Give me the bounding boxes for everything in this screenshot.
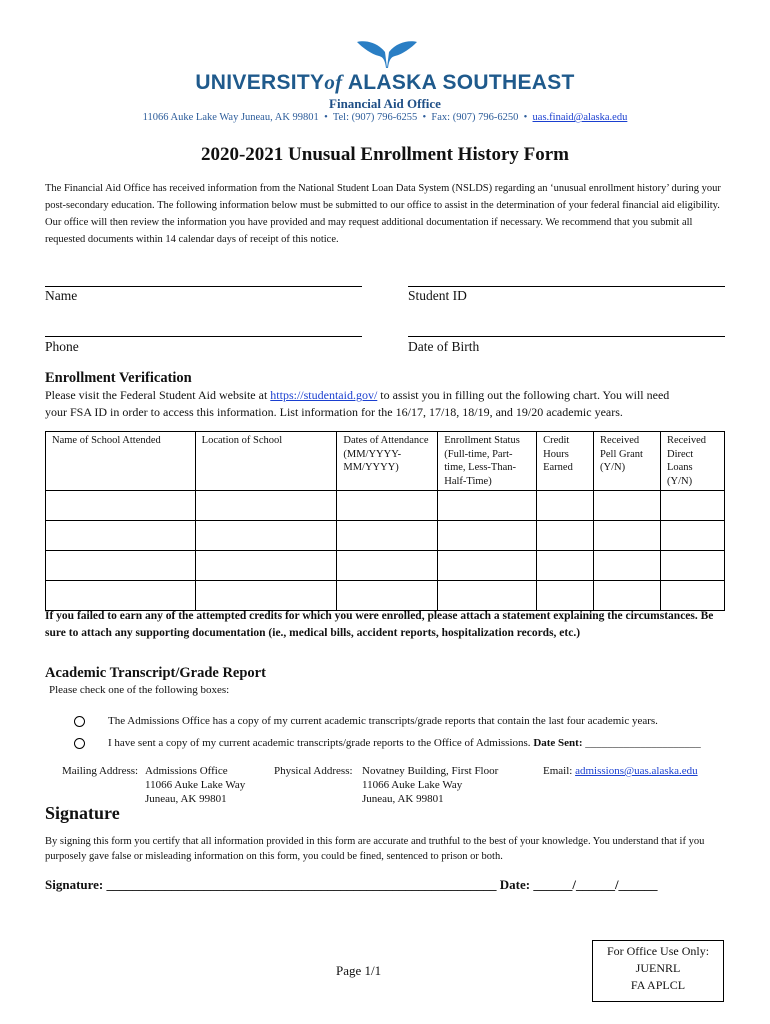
- physical-address-label: Physical Address:: [274, 765, 353, 777]
- option2-label: I have sent a copy of my current academic transcripts/grade reports to the Office of Admissions. Date Sent: _____________________: [108, 737, 701, 749]
- table-cell[interactable]: [594, 551, 661, 581]
- table-cell[interactable]: [46, 581, 196, 611]
- table-cell[interactable]: [594, 491, 661, 521]
- date-sent-blank[interactable]: _____________________: [585, 737, 701, 749]
- col-school-name: Name of School Attended: [46, 432, 196, 491]
- dob-label: Date of Birth: [408, 339, 480, 354]
- enrollment-heading: Enrollment Verification: [45, 370, 192, 386]
- table-cell[interactable]: [195, 491, 337, 521]
- option2-radio[interactable]: [74, 738, 85, 749]
- admissions-email-link[interactable]: admissions@uas.alaska.edu: [575, 765, 698, 777]
- table-cell[interactable]: [337, 581, 438, 611]
- studentaid-link[interactable]: https://studentaid.gov/: [270, 388, 378, 402]
- office-address: 11066 Auke Lake Way Juneau, AK 99801: [142, 112, 319, 123]
- table-cell[interactable]: [660, 581, 724, 611]
- table-row: [46, 581, 725, 611]
- table-cell[interactable]: [46, 551, 196, 581]
- office-fax: Fax: (907) 796-6250: [431, 112, 519, 123]
- page-number: Page 1/1: [336, 963, 382, 978]
- table-cell[interactable]: [438, 551, 537, 581]
- phone-label: Phone: [45, 339, 79, 354]
- physical-address: Novatney Building, First Floor 11066 Auke Lake Way Juneau, AK 99801: [362, 765, 499, 805]
- table-cell[interactable]: [537, 521, 594, 551]
- whale-tail-logo-icon: [355, 38, 419, 70]
- signature-date-line[interactable]: Signature: ____________________________________________________________ Date: ______/______/______: [45, 877, 658, 892]
- enrollment-table: [45, 431, 725, 611]
- table-cell[interactable]: [195, 521, 337, 551]
- transcript-heading: Academic Transcript/Grade Report: [45, 665, 266, 681]
- name-label: Name: [45, 288, 78, 303]
- dob-field-line[interactable]: [408, 336, 725, 337]
- office-use-title: For Office Use Only:: [606, 944, 710, 958]
- col-dates: Dates of Attendance (MM/YYYY-MM/YYYY): [337, 432, 438, 491]
- table-cell[interactable]: [337, 491, 438, 521]
- table-cell[interactable]: [537, 551, 594, 581]
- table-cell[interactable]: [438, 521, 537, 551]
- table-cell[interactable]: [660, 521, 724, 551]
- table-cell[interactable]: [537, 581, 594, 611]
- table-cell[interactable]: [594, 581, 661, 611]
- mailing-address-label: Mailing Address:: [62, 765, 139, 777]
- table-cell[interactable]: [594, 521, 661, 551]
- name-field-line[interactable]: [45, 286, 362, 287]
- table-cell[interactable]: [660, 551, 724, 581]
- col-pell-grant: Received Pell Grant (Y/N): [594, 432, 661, 491]
- office-use-box: [592, 940, 724, 1002]
- admissions-email: Email: admissions@uas.alaska.edu: [543, 765, 698, 777]
- signature-statement: By signing this form you certify that all information provided in this form are accurate and truthful to the best of your knowledge. You understand that if you purposely gave false or misleading information on this form, you could be fined, sentenced to prison or both.: [45, 836, 705, 862]
- credits-note: If you failed to earn any of the attempted credits for which you were enrolled, please attach a statement explaining the circumstances. Be sure to attach any supporting documentation (ie., medical bills, accident reports, hospitalization records, etc.): [45, 610, 714, 639]
- mailing-address: Admissions Office 11066 Auke Lake Way Juneau, AK 99801: [145, 765, 246, 805]
- table-cell[interactable]: [337, 521, 438, 551]
- signature-heading: Signature: [45, 803, 120, 823]
- option1-label: The Admissions Office has a copy of my current academic transcripts/grade reports that contain the last four academic years.: [108, 715, 658, 727]
- table-row: [46, 491, 725, 521]
- table-cell[interactable]: [438, 491, 537, 521]
- university-logo-text: UNIVERSITYof ALASKA SOUTHEAST: [195, 70, 575, 94]
- table-cell[interactable]: [46, 491, 196, 521]
- table-cell[interactable]: [660, 491, 724, 521]
- enrollment-instructions: Please visit the Federal Student Aid website at https://studentaid.gov/ to assist you in filling out the following chart. You will need your FSA ID in order to access this information. List information for the 16/17, 17/18, 18/19, and 19/20 academic years.: [45, 388, 670, 419]
- table-header-row: [46, 432, 725, 491]
- office-name: Financial Aid Office: [329, 96, 441, 111]
- col-school-location: Location of School: [195, 432, 337, 491]
- table-cell[interactable]: [537, 491, 594, 521]
- col-credit-hours: Credit Hours Earned: [537, 432, 594, 491]
- office-use-code-1: JUENRL: [635, 961, 681, 975]
- table-row: [46, 551, 725, 581]
- table-row: [46, 521, 725, 551]
- form-title: 2020-2021 Unusual Enrollment History Form: [200, 144, 570, 165]
- student-id-field-line[interactable]: [408, 286, 725, 287]
- table-cell[interactable]: [195, 551, 337, 581]
- option1-radio[interactable]: [74, 716, 85, 727]
- table-cell[interactable]: [438, 581, 537, 611]
- transcript-instruction: Please check one of the following boxes:: [49, 684, 230, 696]
- col-direct-loans: Received Direct Loans (Y/N): [660, 432, 724, 491]
- table-cell[interactable]: [46, 521, 196, 551]
- table-cell[interactable]: [337, 551, 438, 581]
- phone-field-line[interactable]: [45, 336, 362, 337]
- col-enrollment-status: Enrollment Status (Full-time, Part-time, Less-Than-Half-Time): [438, 432, 537, 491]
- student-id-label: Student ID: [408, 288, 467, 303]
- office-tel: Tel: (907) 796-6255: [332, 112, 418, 123]
- office-email-link[interactable]: uas.finaid@alaska.edu: [532, 112, 628, 123]
- intro-paragraph: The Financial Aid Office has received information from the National Student Loan Data System (NSLDS) regarding an ‘unusual enrollment history’ during your post-secondary education. The following information below must be submitted to our office to assist in the determination of your federal financial aid eligibility. Our office will then review the information you have provided and may request additional documentation if necessary. We recommend that you submit all requested documents within 14 calendar days of receipt of this notice.: [45, 183, 721, 245]
- table-cell[interactable]: [195, 581, 337, 611]
- office-use-code-2: FA APLCL: [630, 978, 686, 992]
- office-contact-line: 11066 Auke Lake Way Juneau, AK 99801 • Tel: (907) 796-6255 • Fax: (907) 796-6250 • uas.finaid@alaska.edu: [142, 112, 628, 123]
